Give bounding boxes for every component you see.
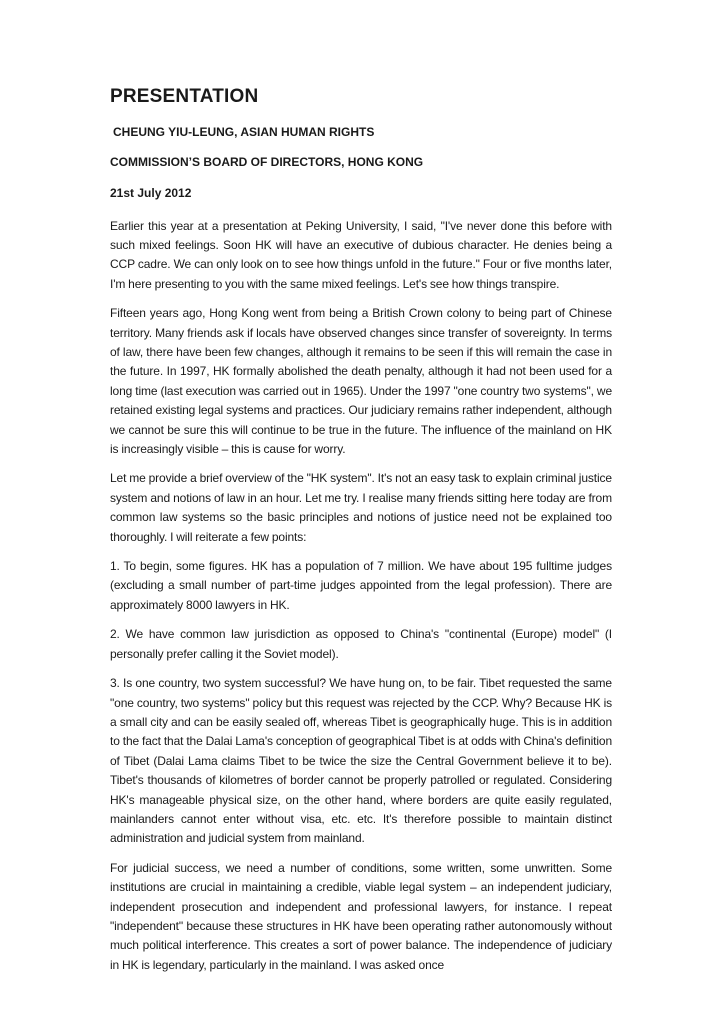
paragraph-5: 2. We have common law jurisdiction as opposed to China's "continental (Europe) model" (I personally prefer calling it the Soviet model). bbox=[110, 627, 612, 661]
paragraph-1: Earlier this year at a presentation at Peking University, I said, "I've never done this before with such mixed feelings. Soon HK will have an executive of dubious character. He denies being a CCP cadre. We can only look on to see how things unfold in the future." Four or five months later, I'm here presenting to you with the same mixed feelings. Let's see how things transpire. bbox=[110, 218, 612, 291]
document-title: PRESENTATION bbox=[110, 86, 259, 107]
paragraph-3: Let me provide a brief overview of the "HK system". It's not an easy task to explain criminal justice system and notions of law in an hour. Let me try. I realise many friends sitting here today are from common law systems so the basic principles and notions of justice need not be explained too thoroughly. I will reiterate a few points: bbox=[110, 471, 612, 544]
paragraph-7: For judicial success, we need a number of conditions, some written, some unwritten. Some institutions are crucial in maintaining a credible, viable legal system – an independent judiciary, independent prosecution and independent and professional lawyers, for instance. I repeat "independent" because these structures in HK have been operating rather autonomously without much political interference. This creates a sort of power balance. The independence of judiciary in HK is legendary, particularly in the mainland. I was asked once bbox=[110, 860, 612, 972]
author-line-2: COMMISSION’S BOARD OF DIRECTORS, HONG KONG bbox=[110, 155, 424, 170]
paragraph-6: 3. Is one country, two system successful? We have hung on, to be fair. Tibet requested the same "one country, two systems" policy but this request was rejected by the CCP. Why? Because HK is a small city and can be easily sealed off, whereas Tibet is geographically huge. This is in addition to the fact that the Dalai Lama's conception of geographical Tibet is at odds with China's definition of Tibet (Dalai Lama claims Tibet to be twice the size the Central Government believe it to be). Tibet's thousands of kilometres of border cannot be properly patrolled or regulated. Considering HK's manageable physical size, on the other hand, where borders are quite easily regulated, mainlanders cannot enter without visa, etc. etc. It's therefore possible to maintain distinct administration and judicial system from mainland. bbox=[110, 676, 612, 846]
paragraph-2: Fifteen years ago, Hong Kong went from being a British Crown colony to being part of Chinese territory. Many friends ask if locals have observed changes since transfer of sovereignty. In terms of law, there have been few changes, although it remains to be seen if this will remain the case in the future. In 1997, HK formally abolished the death penalty, although it had not been used for a long time (last execution was carried out in 1965). Under the 1997 "one country two systems", we retained existing legal systems and practices. Our judiciary remains rather independent, although we cannot be sure this will continue to be true in the future. The influence of the mainland on HK is increasingly visible – this is cause for worry. bbox=[110, 306, 612, 457]
document-page bbox=[110, 86, 612, 985]
author-line-1: CHEUNG YIU-LEUNG, ASIAN HUMAN RIGHTS bbox=[113, 124, 375, 139]
document-date: 21st July 2012 bbox=[110, 185, 192, 200]
paragraph-4: 1. To begin, some figures. HK has a population of 7 million. We have about 195 fulltime judges (excluding a small number of part-time judges appointed from the legal profession). There are approximately 8000 lawyers in HK. bbox=[110, 559, 612, 612]
